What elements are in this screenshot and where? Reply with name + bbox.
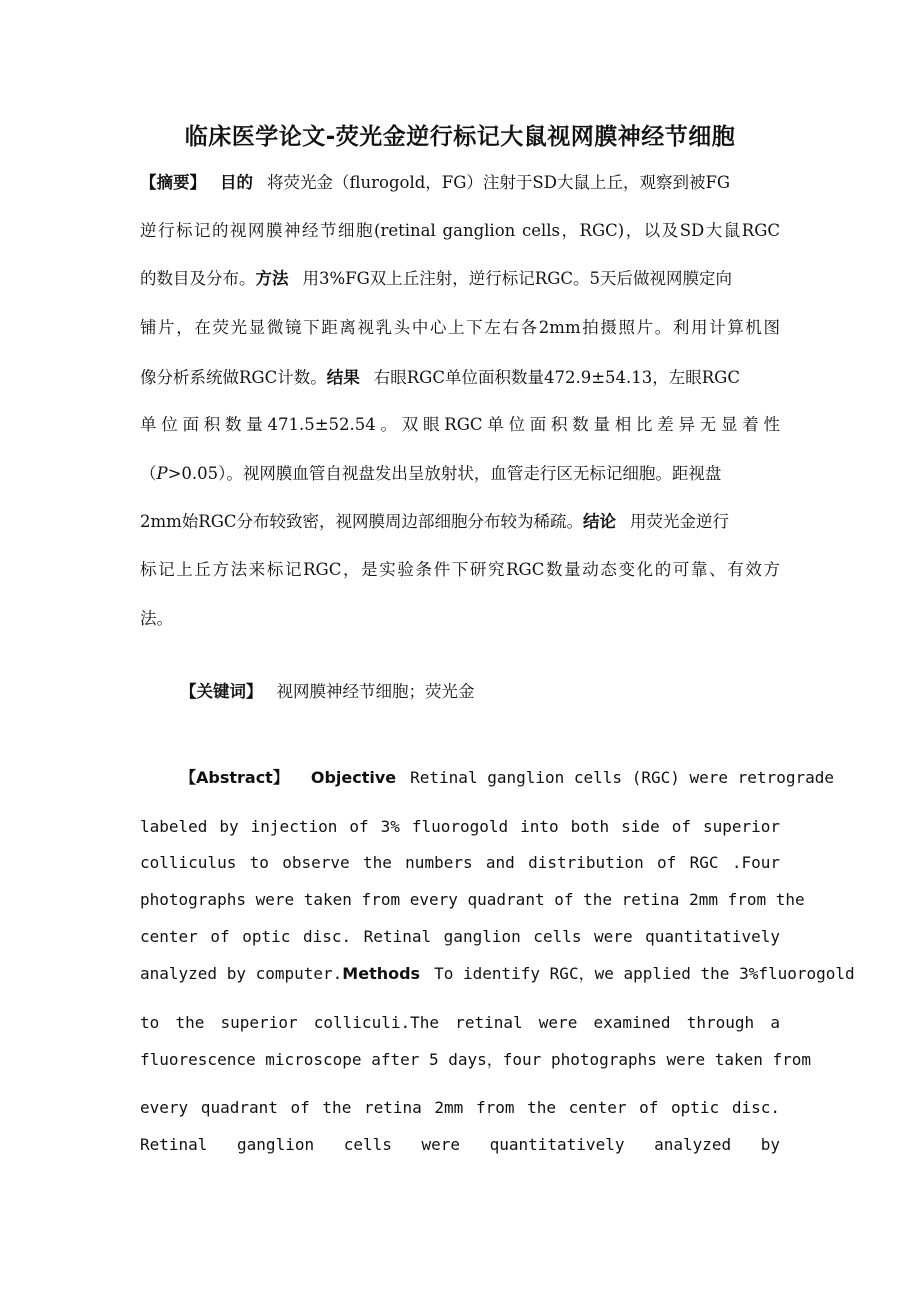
abstract-cn-line-4: 铺片，在荧光显微镜下距离视乳头中心上下左右各2mm拍摄照片。利用计算机图	[140, 318, 780, 337]
abstract-en-line-5: center of optic disc. Retinal ganglion cells were quantitatively	[140, 927, 780, 946]
abstract-cn-line-3	[140, 267, 780, 291]
abstract-cn-line-9: 标记上丘方法来标记RGC，是实验条件下研究RGC数量动态变化的可靠、有效方	[140, 560, 780, 579]
abstract-en-line-3: colliculus to observe the numbers and distribution of RGC .Four	[140, 853, 780, 872]
conclusion-label: 结论	[583, 512, 617, 531]
abstract-cn-line-8	[140, 510, 780, 534]
abstract-cn-text: 像分析系统做RGC计数。	[140, 368, 327, 387]
abstract-en-label: 【Abstract】	[180, 768, 289, 787]
abstract-cn-line-1	[140, 171, 780, 195]
abstract-cn-line-6: 单位面积数量471.5±52.54。双眼RGC单位面积数量相比差异无显着性	[140, 415, 780, 434]
abstract-cn-line-10: 法。	[140, 609, 173, 628]
abstract-en-line-7: to the superior colliculi.The retinal were examined through a	[140, 1013, 780, 1032]
abstract-en-line-9: every quadrant of the retina 2mm from the center of optic disc.	[140, 1098, 780, 1117]
abstract-en-line-1	[180, 766, 834, 790]
abstract-cn-text: 的数目及分布。	[140, 269, 256, 288]
abstract-en-line-4: photographs were taken from every quadrant of the retina 2mm from the	[140, 890, 805, 909]
abstract-cn-text: 用3%FG双上丘注射，逆行标记RGC。5天后做视网膜定向	[302, 269, 733, 288]
abstract-cn-text: >0.05）。视网膜血管自视盘发出呈放射状，血管走行区无标记细胞。距视盘	[167, 464, 722, 483]
abstract-en-text: To identify RGC，we applied the 3%fluorogold	[434, 964, 855, 983]
abstract-cn-line-2: 逆行标记的视网膜神经节细胞(retinal ganglion cells，RGC)，以及SD大鼠RGC	[140, 221, 780, 240]
method-label: 方法	[255, 269, 289, 288]
abstract-cn-line-7	[140, 462, 780, 486]
abstract-en-line-8: fluorescence microscope after 5 days，four photographs were taken from	[140, 1050, 812, 1069]
abstract-en-line-2: labeled by injection of 3% fluorogold into both side of superior	[140, 817, 780, 836]
page-title: 临床医学论文-荧光金逆行标记大鼠视网膜神经节细胞	[184, 124, 736, 150]
objective-label: Objective	[310, 768, 397, 787]
result-label: 结果	[326, 368, 360, 387]
abstract-en-line-10: Retinal ganglion cells were quantitatively analyzed by	[140, 1135, 780, 1154]
abstract-en-text: analyzed by computer.	[140, 964, 343, 983]
abstract-cn-text: 右眼RGC单位面积数量472.9±54.13，左眼RGC	[373, 368, 740, 387]
methods-label: Methods	[342, 964, 421, 983]
abstract-cn-text: 2mm始RGC分布较致密，视网膜周边部细胞分布较为稀疏。	[140, 512, 584, 531]
keywords-label: 【关键词】	[180, 682, 263, 701]
abstract-cn-text: 将荧光金（flurogold，FG）注射于SD大鼠上丘，观察到被FG	[267, 173, 731, 192]
keywords-line	[180, 680, 780, 704]
p-value-symbol: P	[156, 464, 168, 483]
abstract-cn-line-5	[140, 366, 780, 390]
abstract-en-line-6	[140, 962, 855, 986]
purpose-label: 目的	[220, 173, 253, 192]
abstract-en-text: Retinal ganglion cells (RGC) were retrograde	[410, 768, 834, 787]
keywords-text: 视网膜神经节细胞；荧光金	[276, 682, 475, 701]
abstract-cn-text: （	[140, 464, 157, 483]
abstract-cn-text: 用荧光金逆行	[630, 512, 730, 531]
abstract-cn-label: 【摘要】	[140, 173, 206, 192]
